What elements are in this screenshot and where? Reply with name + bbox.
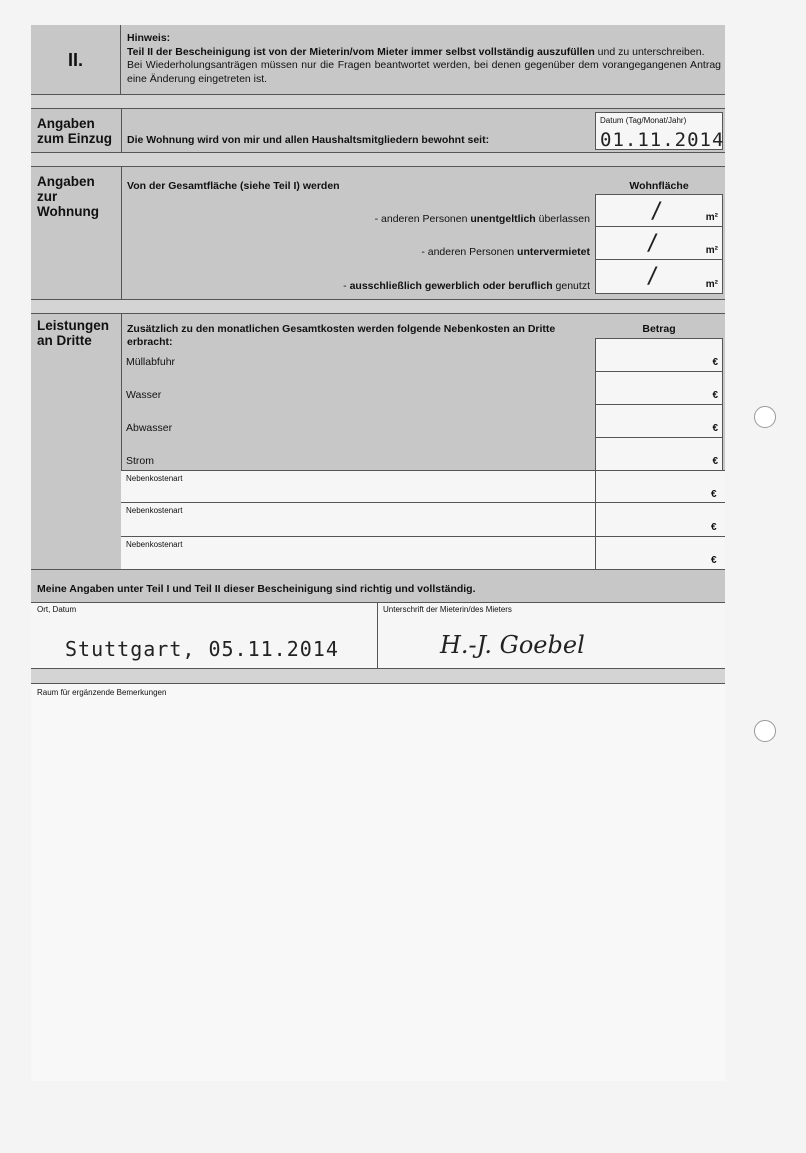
wohnung-row-label <box>300 213 590 225</box>
other-cost-row[interactable] <box>121 470 725 503</box>
other-cost-label: Nebenkostenart <box>126 506 183 515</box>
area-field-unentgeltlich[interactable] <box>595 194 723 227</box>
einzug-title-line1: Angaben <box>37 116 95 131</box>
notice-line1-post: und zu unterschreiben. <box>594 45 705 58</box>
cost-item-label: Abwasser <box>126 422 173 434</box>
cost-item-label: Müllabfuhr <box>126 356 176 368</box>
cost-item-label: Strom <box>126 455 155 467</box>
amount-field-strom[interactable] <box>595 437 723 471</box>
other-cost-label: Nebenkostenart <box>126 540 183 549</box>
section-number: II. <box>67 49 83 70</box>
row-bold: ausschließlich gewerblich oder beruflich <box>349 280 553 292</box>
row-pre: - anderen Personen <box>421 246 518 258</box>
wohnung-row-label <box>300 280 590 292</box>
signature-value: H.-J. Goebel <box>440 631 585 659</box>
currency-symbol: € <box>711 555 717 566</box>
notice-line2: Bei Wiederholungsanträgen müssen nur die Fragen beantwortet werden, bei denen gegenüber dem vorangegangenen Antrag eine Änderung eingetreten ist. <box>127 59 721 85</box>
wohnung-intro: Von der Gesamtfläche (siehe Teil I) werden <box>127 180 340 192</box>
leistungen-title <box>37 318 109 348</box>
wohnung-title <box>37 174 99 219</box>
notice-text <box>127 32 721 86</box>
amount-field-wasser[interactable] <box>595 371 723 405</box>
place-date-value: Stuttgart, 05.11.2014 <box>65 637 339 661</box>
move-in-date-value: 01.11.2014 <box>600 129 725 151</box>
row-bold: untervermietet <box>517 246 590 258</box>
divider-strip <box>31 153 725 167</box>
wohnung-title-line1: Angaben <box>37 174 95 189</box>
wohnung-title-line3: Wohnung <box>37 204 99 219</box>
notice-line1-pre: Teil II der Bescheinigung ist von der Mieterin/vom Mieter <box>127 45 411 58</box>
punch-hole <box>754 720 776 742</box>
wohnung-title-line2: zur <box>37 189 58 204</box>
currency-symbol: € <box>712 357 718 368</box>
remarks-label: Raum für ergänzende Bemerkungen <box>37 688 167 697</box>
leistungen-intro: Zusätzlich zu den monatlichen Gesamtkosten werden folgende Nebenkosten an Dritte erbracht: <box>127 323 556 348</box>
area-unit: m² <box>705 245 718 256</box>
area-unit: m² <box>705 279 718 290</box>
area-value: / <box>646 264 661 289</box>
einzug-title <box>37 116 112 146</box>
wohnung-divider <box>121 167 122 300</box>
area-field-gewerblich[interactable] <box>595 260 723 294</box>
notice-line1-bold: immer selbst vollständig auszufüllen <box>410 45 595 58</box>
row-post: genutzt <box>552 280 590 292</box>
divider-strip <box>31 300 725 314</box>
row-pre: - anderen Personen <box>374 213 471 225</box>
wohnflaeche-header: Wohnfläche <box>629 180 689 192</box>
wohnung-row-label <box>300 246 590 258</box>
notice-heading: Hinweis: <box>127 32 171 44</box>
amount-field-muellabfuhr[interactable] <box>595 338 723 372</box>
leistungen-title-line2: an Dritte <box>37 333 92 348</box>
other-cost-row[interactable] <box>121 537 725 570</box>
place-date-label: Ort, Datum <box>37 605 77 614</box>
punch-hole <box>754 406 776 428</box>
currency-symbol: € <box>712 390 718 401</box>
confirmation-statement: Meine Angaben unter Teil I und Teil II dieser Bescheinigung sind richtig und vollständig. <box>37 583 476 595</box>
date-label: Datum (Tag/Monat/Jahr) <box>600 116 687 125</box>
other-cost-divider-line <box>595 470 596 570</box>
betrag-header: Betrag <box>642 323 676 335</box>
remarks-field[interactable] <box>31 684 725 1081</box>
einzug-title-line2: zum Einzug <box>37 131 112 146</box>
currency-symbol: € <box>712 423 718 434</box>
einzug-divider <box>121 109 122 153</box>
other-cost-label: Nebenkostenart <box>126 474 183 483</box>
signature-label: Unterschrift der Mieterin/des Mieters <box>383 605 512 614</box>
area-value: / <box>646 231 661 256</box>
row-pre: - <box>343 280 350 292</box>
row-bold: unentgeltlich <box>470 213 536 225</box>
place-date-field[interactable] <box>31 603 378 669</box>
move-in-date-field[interactable] <box>595 112 723 150</box>
amount-field-abwasser[interactable] <box>595 404 723 438</box>
currency-symbol: € <box>711 522 717 533</box>
signature-field[interactable] <box>378 603 725 669</box>
divider-strip <box>31 669 725 684</box>
area-value: / <box>650 199 665 224</box>
divider-strip <box>31 95 725 109</box>
section-number-cell <box>31 25 121 95</box>
row-post: überlassen <box>535 213 590 225</box>
leistungen-title-line1: Leistungen <box>37 318 110 333</box>
cost-item-label: Wasser <box>126 389 162 401</box>
other-cost-row[interactable] <box>121 503 725 537</box>
area-field-untervermietet[interactable] <box>595 227 723 260</box>
currency-symbol: € <box>712 456 718 467</box>
area-unit: m² <box>705 212 718 223</box>
currency-symbol: € <box>711 489 717 500</box>
einzug-question: Die Wohnung wird von mir und allen Haushaltsmitgliedern bewohnt seit: <box>127 134 490 146</box>
leistungen-left-column <box>31 470 121 570</box>
